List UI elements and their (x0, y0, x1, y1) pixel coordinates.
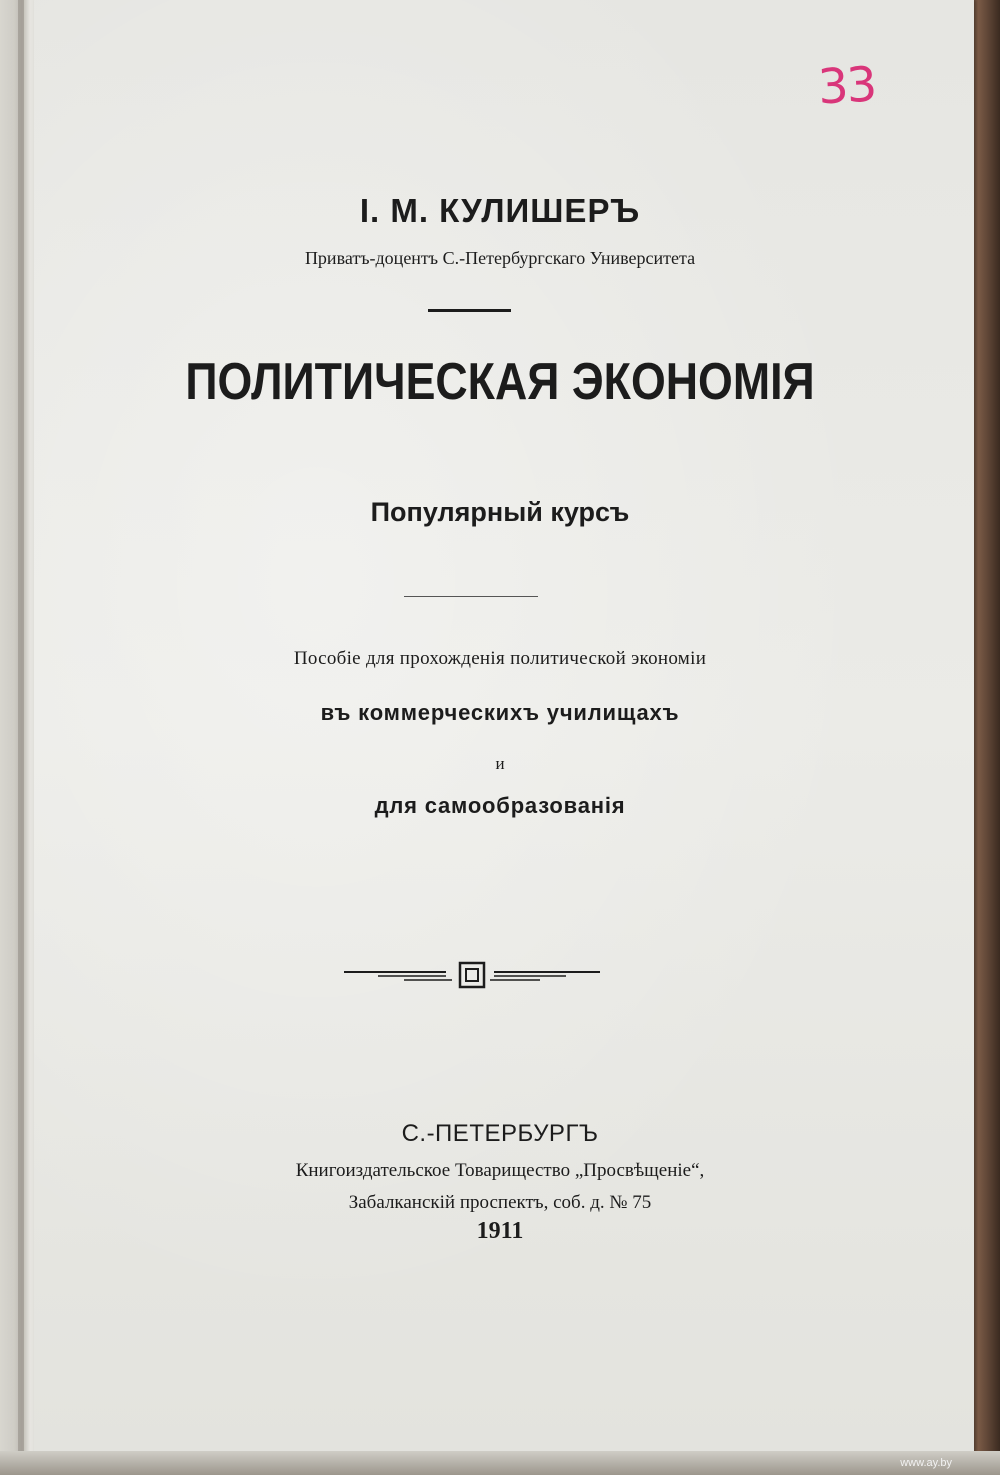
imprint-year: 1911 (476, 1218, 524, 1244)
imprint-address: Забалканскій проспектъ, соб. д. № 75 (348, 1192, 652, 1213)
handwritten-page-number: 33 (816, 56, 877, 116)
divider-rule (428, 309, 511, 312)
author-name: I. М. КУЛИШЕРЪ (359, 192, 641, 229)
site-watermark: www.ay.by (900, 1457, 952, 1469)
purpose-line-3: для самообразованія (374, 793, 626, 818)
purpose-line-1: Пособіе для прохожденія политической экономіи (293, 648, 707, 669)
purpose-conjunction: и (495, 754, 505, 773)
decorative-ornament (344, 960, 600, 990)
book-title: ПОЛИТИЧЕСКАЯ ЭКОНОМІЯ (185, 353, 815, 411)
purpose-line-2: въ коммерческихъ училищахъ (320, 700, 680, 725)
author-affiliation: Приватъ-доцентъ С.-Петербургскаго Университета (304, 248, 696, 268)
page-bottom-edge (0, 1451, 1000, 1475)
thin-divider-rule (404, 596, 538, 597)
imprint-publisher: Книгоиздательское Товарищество „Просвѣщеніе“, (295, 1160, 705, 1181)
book-subtitle: Популярный курсъ (370, 497, 630, 527)
imprint-city: С.-ПЕТЕРБУРГЪ (401, 1120, 599, 1147)
